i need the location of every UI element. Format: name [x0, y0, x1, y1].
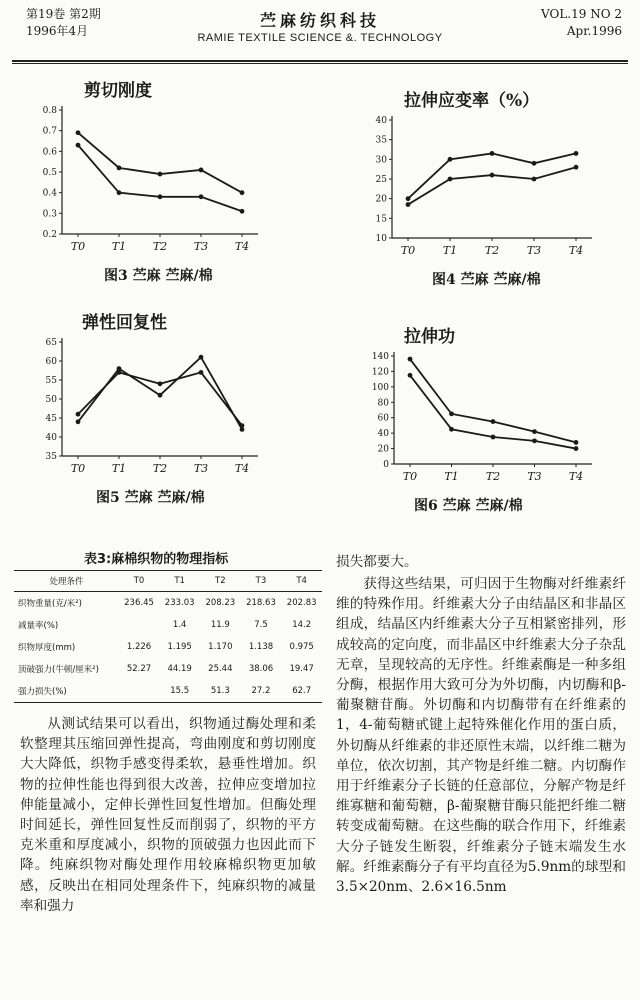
x-tick-label: T3 — [526, 244, 542, 257]
y-tick-label: 55 — [45, 376, 57, 386]
paragraph: 获得这些结果，可归因于生物酶对纤维素纤维的特殊作用。纤维素大分子由结晶区和非晶区组成，结晶区内纤维素大分子互相紧密排列，形成较高的定向度，而非晶区中纤维素大分子杂乱无章，呈现较高的无序性。纤维素酶是一种多组分酶，根据作用大致可分为外切酶，内切酶和β-葡聚糖苷酶。外切酶和内切酶带有在纤维素的1，4-葡萄糖甙键上起特殊催化作用的蛋白质，外切酶从纤维素的非还原性末端，以纤维二糖为单位，依次切割，其产物是纤维二糖。内切酶作用于纤维素分子长链的任意部位，分解产物是纤维寡糖和葡萄糖，β-葡聚糖苷酶只能把纤维二糖转变成葡萄糖。在这些酶的联合作用下，纤维素大分子链发生断裂，纤维素分子链末端发生水解。纤维素酶分子有平均直径为5.9nm的球型和3.5×20nm、2.6×16.5nm — [336, 576, 626, 896]
data-point — [199, 168, 204, 173]
data-point — [574, 151, 579, 156]
y-tick-label: 60 — [45, 357, 57, 367]
figures-area — [0, 66, 640, 540]
series-line-ramie — [78, 372, 242, 425]
chart-title: 弹性回复性 — [82, 313, 167, 333]
row-label: 强力损失(%) — [18, 687, 67, 697]
table-cell: 27.2 — [251, 686, 271, 696]
table-header-row — [14, 571, 322, 592]
y-tick-label: 40 — [377, 429, 389, 440]
y-tick-label: 25 — [375, 175, 387, 185]
data-point — [117, 190, 122, 195]
table-row — [14, 680, 322, 703]
table-row — [14, 592, 322, 615]
data-point — [448, 157, 453, 162]
table-header: T1 — [159, 571, 200, 592]
data-point — [240, 427, 245, 432]
y-tick-label: 15 — [375, 214, 387, 225]
x-tick-label: T3 — [193, 240, 209, 253]
y-tick-label: 0.6 — [42, 147, 57, 158]
data-point — [491, 419, 496, 424]
issue-date: 1996年4月 — [26, 24, 89, 38]
figure-caption: 图6 苎麻 苎麻/棉 — [414, 498, 523, 514]
data-point — [199, 370, 204, 375]
y-tick-label: 0.3 — [42, 209, 57, 220]
table-cell: 11.9 — [210, 620, 230, 630]
x-tick-label: T2 — [152, 240, 168, 253]
y-tick-label: 0.4 — [42, 188, 57, 199]
data-point — [158, 381, 163, 386]
y-tick-label: 40 — [375, 116, 387, 126]
header-rule-thin — [12, 63, 628, 64]
chart-title: 拉伸应变率（%） — [404, 91, 540, 111]
data-point — [117, 165, 122, 170]
data-point — [406, 202, 411, 207]
x-tick-label: T1 — [111, 462, 127, 475]
x-tick-label: T2 — [152, 462, 168, 475]
table-cell: 202.83 — [286, 598, 317, 608]
volume-issue-en: VOL.19 NO 2 — [541, 7, 622, 21]
y-tick-label: 100 — [371, 382, 389, 393]
data-point — [406, 196, 411, 201]
figure-caption: 图4 苎麻 苎麻/棉 — [432, 272, 541, 288]
y-tick-label: 50 — [45, 395, 57, 405]
data-point — [448, 177, 453, 182]
data-point — [76, 143, 81, 148]
x-tick-label: T4 — [568, 244, 584, 257]
data-point — [532, 429, 537, 434]
x-tick-label: T4 — [234, 240, 250, 253]
volume-issue: 第19卷 第2期 — [26, 7, 101, 21]
y-tick-label: 0.8 — [42, 106, 57, 116]
data-point — [158, 393, 163, 398]
data-point — [76, 130, 81, 135]
data-point — [574, 440, 579, 445]
x-tick-label: T3 — [527, 470, 542, 483]
y-tick-label: 0.7 — [42, 126, 57, 137]
table-title: 表3:麻棉织物的物理指标 — [84, 552, 229, 567]
figure-caption: 图5 苎麻 苎麻/棉 — [96, 490, 205, 506]
x-tick-label: T2 — [484, 244, 500, 257]
y-tick-label: 60 — [377, 413, 389, 424]
table-header: T3 — [241, 571, 282, 592]
table-cell: 0.975 — [289, 642, 314, 652]
left-column-text — [20, 714, 316, 916]
y-tick-label: 65 — [45, 338, 57, 348]
table-header: T0 — [119, 571, 160, 592]
table-cell: 1.195 — [167, 642, 192, 652]
data-point — [199, 194, 204, 199]
table-cell: 7.5 — [254, 620, 268, 630]
y-tick-label: 20 — [375, 194, 387, 205]
table-cell: 52.27 — [126, 664, 152, 674]
y-tick-label: 120 — [371, 367, 389, 378]
figure-caption: 图3 苎麻 苎麻/棉 — [104, 268, 213, 284]
data-point — [240, 209, 245, 214]
x-tick-label: T0 — [402, 470, 418, 483]
table-cell: 1.138 — [248, 642, 274, 652]
row-label: 织物厚度(mm) — [18, 643, 76, 653]
y-tick-label: 30 — [375, 155, 387, 166]
x-tick-label: T4 — [568, 470, 584, 483]
data-point — [532, 438, 537, 443]
x-tick-label: T3 — [193, 462, 209, 475]
table-cell: 14.2 — [292, 620, 312, 630]
right-column-text — [336, 574, 626, 897]
y-tick-label: 20 — [377, 444, 389, 455]
table-cell: 19.47 — [289, 664, 314, 674]
y-tick-label: 10 — [375, 234, 387, 244]
x-tick-label: T0 — [70, 462, 86, 475]
chart-title: 拉伸功 — [404, 327, 455, 347]
y-tick-label: 35 — [45, 452, 57, 462]
x-tick-label: T0 — [70, 240, 86, 253]
x-tick-label: T1 — [444, 470, 459, 483]
table-cell: 1.226 — [126, 642, 152, 652]
data-point — [490, 151, 495, 156]
series-line-ramie — [78, 133, 242, 193]
table-row — [14, 614, 322, 636]
data-point — [574, 446, 579, 451]
data-point — [158, 172, 163, 177]
y-tick-label: 45 — [45, 414, 57, 424]
data-point — [117, 366, 122, 371]
journal-title-cn: 苎麻纺织科技 — [259, 11, 380, 30]
table-cell: 233.03 — [164, 598, 195, 608]
table-cell: 208.23 — [205, 598, 236, 608]
data-point — [408, 357, 413, 362]
issue-date-en: Apr.1996 — [566, 24, 622, 38]
table-row — [14, 636, 322, 658]
x-tick-label: T2 — [485, 470, 501, 483]
header-rule — [12, 60, 628, 62]
x-tick-label: T0 — [400, 244, 416, 257]
paragraph: 从测试结果可以看出，织物通过酶处理和柔软整理其压缩回弹性提高，弯曲刚度和剪切刚度大大降低，织物手感变得柔软，悬垂性增加。织物的拉伸性能也得到很大改善，拉伸应变增加拉伸能量减小，定伸长弹性回复性增加。但酶处理时间延长，弹性回复性反而削弱了，织物的平方克米重和厚度减小，织物的顶破强力也因此而下降。纯麻织物对酶处理作用较麻棉织物更加敏感，反映出在相同处理条件下，纯麻织物的减量率和强力 — [20, 716, 316, 914]
table-cell: 218.63 — [246, 598, 276, 608]
x-tick-label: T1 — [442, 244, 458, 257]
data-point — [491, 435, 496, 440]
data-point — [532, 177, 537, 182]
y-tick-label: 35 — [375, 135, 387, 146]
table-row — [14, 658, 322, 680]
table-cell: 38.06 — [248, 664, 274, 674]
table-cell: 1.170 — [208, 642, 233, 652]
table-cell: 236.45 — [124, 598, 154, 608]
data-point — [449, 427, 454, 432]
y-tick-label: 0 — [383, 460, 389, 470]
table-cell — [119, 614, 160, 636]
journal-title-en: RAMIE TEXTILE SCIENCE &. TECHNOLOGY — [197, 32, 443, 44]
table-cell: 15.5 — [170, 686, 190, 696]
data-point — [76, 412, 81, 417]
y-tick-label: 80 — [377, 398, 389, 409]
table-cell: 25.44 — [208, 664, 233, 674]
data-point — [532, 161, 537, 166]
y-tick-label: 0.5 — [42, 168, 57, 178]
chart-title: 剪切刚度 — [84, 81, 152, 101]
row-label: 减量率(%) — [18, 621, 59, 631]
table-header: T4 — [281, 571, 322, 592]
table-cell — [119, 680, 160, 703]
y-tick-label: 140 — [371, 352, 389, 362]
series-line-ramie — [410, 359, 576, 442]
data-point — [76, 419, 81, 424]
data-point — [408, 373, 413, 378]
x-tick-label: T1 — [111, 240, 127, 253]
right-column-continuation: 损失都要大。 — [336, 554, 418, 570]
table-header: T2 — [200, 571, 241, 592]
x-tick-label: T4 — [234, 462, 250, 475]
data-point — [449, 411, 454, 416]
y-tick-label: 0.2 — [42, 230, 57, 240]
row-label: 织物重量(克/米²) — [18, 599, 82, 609]
table-cell: 51.3 — [210, 686, 230, 696]
data-point — [199, 355, 204, 360]
table-cell: 62.7 — [292, 686, 312, 696]
row-label: 顶破强力(牛顿/厘米²) — [18, 665, 99, 675]
y-tick-label: 40 — [45, 433, 57, 443]
table-cell: 44.19 — [167, 664, 192, 674]
physical-properties-table — [14, 570, 322, 703]
data-point — [240, 190, 245, 195]
data-point — [490, 173, 495, 178]
data-point — [158, 194, 163, 199]
data-point — [574, 165, 579, 170]
table-header: 处理条件 — [14, 571, 119, 592]
journal-volume-en — [541, 6, 622, 40]
table-cell: 1.4 — [172, 620, 187, 630]
